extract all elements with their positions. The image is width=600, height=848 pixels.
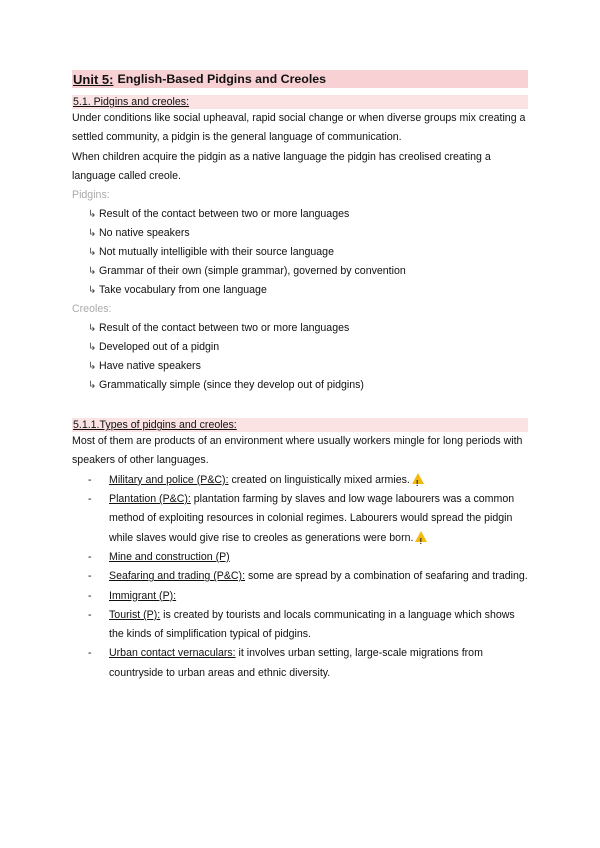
type-description: some are spread by a combination of seafaring and trading. xyxy=(245,570,528,583)
arrow-bullet-icon: ↳ xyxy=(88,361,97,373)
dash-bullet: - xyxy=(88,570,92,583)
type-item xyxy=(72,471,528,490)
arrow-bullet-icon: ↳ xyxy=(88,342,97,354)
type-item xyxy=(72,606,528,645)
document-page xyxy=(72,70,528,683)
dash-bullet: - xyxy=(88,473,92,486)
section-heading-pidgins-creoles: 5.1. Pidgins and creoles: xyxy=(72,95,528,109)
type-item xyxy=(72,567,528,586)
type-term: Urban contact vernaculars: xyxy=(109,647,236,660)
arrow-bullet-icon: ↳ xyxy=(88,228,97,240)
pidgins-item xyxy=(72,243,528,262)
types-list xyxy=(72,471,528,683)
pidgins-item xyxy=(72,262,528,281)
creoles-item xyxy=(72,319,528,338)
type-item-body xyxy=(109,471,528,490)
dash-bullet: - xyxy=(88,608,92,621)
type-description: it involves urban setting, large-scale migrations from countryside to urban areas and ethnic diversity. xyxy=(109,647,483,679)
pidgins-label: Pidgins: xyxy=(72,189,110,202)
pidgins-list xyxy=(72,205,528,300)
type-term: Military and police (P&C): xyxy=(109,473,229,486)
pidgins-item-text: Take vocabulary from one language xyxy=(99,284,267,297)
type-description: created on linguistically mixed armies. xyxy=(228,473,410,486)
type-item xyxy=(72,490,528,548)
paragraph-creole-definition: When children acquire the pidgin as a native language the pidgin has creolised creating a language called creole. xyxy=(72,150,491,182)
creoles-item xyxy=(72,338,528,357)
type-item-body xyxy=(109,567,528,586)
type-term: Mine and construction (P) xyxy=(109,550,230,563)
paragraph-pidgin-definition: Under conditions like social upheaval, rapid social change or when diverse groups mix creating a settled community, a pidgin is the general language of communication. xyxy=(72,112,526,144)
creoles-item-text: Grammatically simple (since they develop out of pidgins) xyxy=(99,379,364,392)
creoles-item-text: Have native speakers xyxy=(99,360,201,373)
warning-icon xyxy=(412,473,424,484)
warning-icon xyxy=(415,531,427,542)
type-item-body xyxy=(109,548,528,567)
section-heading-types: 5.1.1.Types of pidgins and creoles: xyxy=(72,418,528,432)
arrow-bullet-icon: ↳ xyxy=(88,380,97,392)
pidgins-item xyxy=(72,205,528,224)
dash-bullet: - xyxy=(88,493,92,506)
arrow-bullet-icon: ↳ xyxy=(88,285,97,297)
pidgins-item xyxy=(72,281,528,300)
type-item xyxy=(72,587,528,606)
type-description: plantation farming by slaves and low wage labourers was a common method of exploiting resources in colonial regimes. Labourers would spread the pidgin while slaves would give rise to creoles as generations were born. xyxy=(109,493,515,544)
type-item-body xyxy=(109,606,528,645)
dash-bullet: - xyxy=(88,647,92,660)
type-item-body xyxy=(109,587,528,606)
paragraph-types-intro: Most of them are products of an environment where usually workers mingle for long periods with speakers of other languages. xyxy=(72,435,523,467)
arrow-bullet-icon: ↳ xyxy=(88,323,97,335)
type-item xyxy=(72,548,528,567)
arrow-bullet-icon: ↳ xyxy=(88,247,97,259)
unit-title xyxy=(72,70,528,88)
type-term: Plantation (P&C): xyxy=(109,493,191,506)
creoles-list xyxy=(72,319,528,395)
type-term: Seafaring and trading (P&C): xyxy=(109,570,246,583)
dash-bullet: - xyxy=(88,550,92,563)
pidgins-item-text: No native speakers xyxy=(99,227,190,240)
pidgins-item-text: Not mutually intelligible with their source language xyxy=(99,246,334,259)
type-term: Immigrant (P): xyxy=(109,589,177,602)
creoles-item xyxy=(72,376,528,395)
type-description: is created by tourists and locals communicating in a language which shows the kinds of simplification typical of pidgins. xyxy=(109,608,515,641)
creoles-item-text: Result of the contact between two or more languages xyxy=(99,322,350,335)
unit-number: Unit 5: xyxy=(73,71,114,87)
dash-bullet: - xyxy=(88,589,92,602)
creoles-label: Creoles: xyxy=(72,303,112,316)
pidgins-item-text: Result of the contact between two or more languages xyxy=(99,208,350,221)
type-item-body xyxy=(109,644,528,683)
unit-title-text: English-Based Pidgins and Creoles xyxy=(117,72,327,86)
type-item xyxy=(72,644,528,683)
type-term: Tourist (P): xyxy=(109,608,161,621)
arrow-bullet-icon: ↳ xyxy=(88,209,97,221)
creoles-item-text: Developed out of a pidgin xyxy=(99,341,220,354)
type-item-body xyxy=(109,490,528,548)
arrow-bullet-icon: ↳ xyxy=(88,266,97,278)
pidgins-item xyxy=(72,224,528,243)
pidgins-item-text: Grammar of their own (simple grammar), governed by convention xyxy=(99,265,406,278)
creoles-item xyxy=(72,357,528,376)
